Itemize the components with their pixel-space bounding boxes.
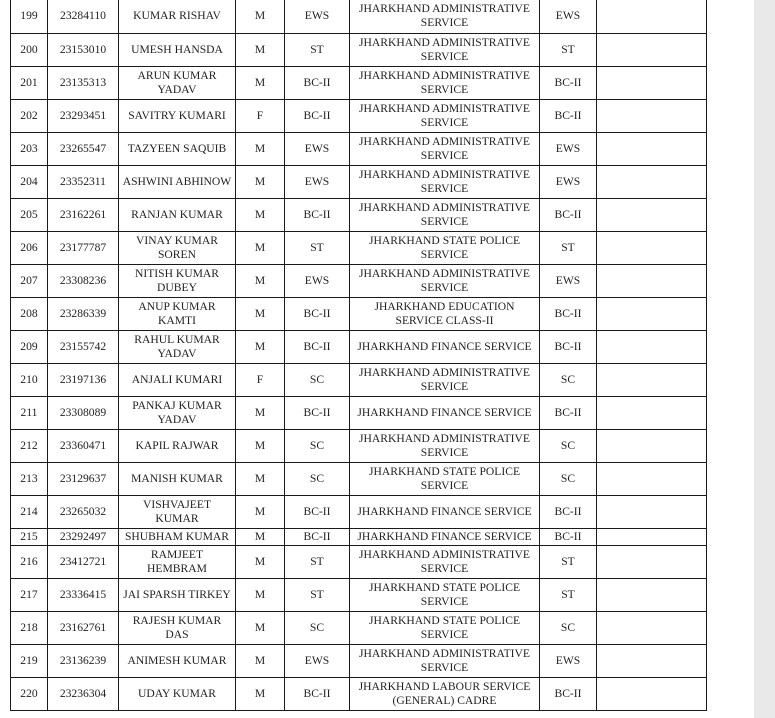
table-row [11, 232, 707, 265]
category-cell: BC-II [285, 67, 350, 100]
alloted-category-cell: EWS [540, 0, 597, 34]
remarks-cell [597, 34, 707, 67]
service-cell: JHARKHAND FINANCE SERVICE [350, 529, 540, 546]
table-body [11, 0, 707, 711]
candidate-name-cell: KAPIL RAJWAR [119, 430, 236, 463]
service-cell: JHARKHAND FINANCE SERVICE [350, 496, 540, 529]
remarks-cell [597, 0, 707, 34]
remarks-cell [597, 67, 707, 100]
sl-no-cell: 220 [11, 678, 48, 711]
candidate-name-cell: UDAY KUMAR [119, 678, 236, 711]
alloted-category-cell: ST [540, 34, 597, 67]
sl-no-cell: 203 [11, 133, 48, 166]
sl-no-cell: 219 [11, 645, 48, 678]
alloted-category-cell: BC-II [540, 331, 597, 364]
service-cell: JHARKHAND FINANCE SERVICE [350, 397, 540, 430]
sl-no-cell: 209 [11, 331, 48, 364]
sl-no-cell: 210 [11, 364, 48, 397]
remarks-cell [597, 612, 707, 645]
sl-no-cell: 215 [11, 529, 48, 546]
sl-no-cell: 199 [11, 0, 48, 34]
category-cell: BC-II [285, 529, 350, 546]
gender-cell: M [236, 34, 285, 67]
roll-no-cell: 23265032 [48, 496, 119, 529]
candidate-name-cell: ANJALI KUMARI [119, 364, 236, 397]
table-row [11, 67, 707, 100]
service-cell: JHARKHAND STATE POLICE SERVICE [350, 232, 540, 265]
alloted-category-cell: ST [540, 232, 597, 265]
gender-cell: M [236, 546, 285, 579]
gender-cell: M [236, 265, 285, 298]
sl-no-cell: 211 [11, 397, 48, 430]
sl-no-cell: 207 [11, 265, 48, 298]
candidate-name-cell: RANJAN KUMAR [119, 199, 236, 232]
category-cell: BC-II [285, 397, 350, 430]
remarks-cell [597, 496, 707, 529]
table-row [11, 298, 707, 331]
sl-no-cell: 202 [11, 100, 48, 133]
roll-no-cell: 23236304 [48, 678, 119, 711]
service-cell: JHARKHAND FINANCE SERVICE [350, 331, 540, 364]
roll-no-cell: 23129637 [48, 463, 119, 496]
roll-no-cell: 23292497 [48, 529, 119, 546]
alloted-category-cell: EWS [540, 133, 597, 166]
candidate-name-cell: RAJESH KUMAR DAS [119, 612, 236, 645]
gender-cell: M [236, 645, 285, 678]
candidate-name-cell: RAMJEET HEMBRAM [119, 546, 236, 579]
table-row [11, 331, 707, 364]
candidate-name-cell: ASHWINI ABHINOW [119, 166, 236, 199]
category-cell: ST [285, 546, 350, 579]
category-cell: ST [285, 232, 350, 265]
category-cell: SC [285, 612, 350, 645]
service-cell: JHARKHAND STATE POLICE SERVICE [350, 612, 540, 645]
alloted-category-cell: EWS [540, 265, 597, 298]
category-cell: BC-II [285, 298, 350, 331]
sl-no-cell: 213 [11, 463, 48, 496]
remarks-cell [597, 199, 707, 232]
category-cell: EWS [285, 166, 350, 199]
sl-no-cell: 218 [11, 612, 48, 645]
alloted-category-cell: EWS [540, 166, 597, 199]
candidate-name-cell: MANISH KUMAR [119, 463, 236, 496]
table-row [11, 364, 707, 397]
sl-no-cell: 204 [11, 166, 48, 199]
category-cell: ST [285, 34, 350, 67]
remarks-cell [597, 166, 707, 199]
service-cell: JHARKHAND ADMINISTRATIVE SERVICE [350, 34, 540, 67]
category-cell: BC-II [285, 496, 350, 529]
table-row [11, 430, 707, 463]
table-row [11, 612, 707, 645]
table-row [11, 34, 707, 67]
remarks-cell [597, 546, 707, 579]
remarks-cell [597, 579, 707, 612]
remarks-cell [597, 100, 707, 133]
service-cell: JHARKHAND ADMINISTRATIVE SERVICE [350, 645, 540, 678]
roll-no-cell: 23135313 [48, 67, 119, 100]
candidate-name-cell: VINAY KUMAR SOREN [119, 232, 236, 265]
remarks-cell [597, 529, 707, 546]
remarks-cell [597, 331, 707, 364]
remarks-cell [597, 133, 707, 166]
candidate-name-cell: ARUN KUMAR YADAV [119, 67, 236, 100]
service-cell: JHARKHAND ADMINISTRATIVE SERVICE [350, 100, 540, 133]
service-cell: JHARKHAND ADMINISTRATIVE SERVICE [350, 166, 540, 199]
candidate-name-cell: SAVITRY KUMARI [119, 100, 236, 133]
alloted-category-cell: SC [540, 430, 597, 463]
category-cell: BC-II [285, 678, 350, 711]
gender-cell: M [236, 232, 285, 265]
remarks-cell [597, 397, 707, 430]
gender-cell: M [236, 463, 285, 496]
roll-no-cell: 23265547 [48, 133, 119, 166]
table-row [11, 0, 707, 34]
roll-no-cell: 23308236 [48, 265, 119, 298]
service-cell: JHARKHAND ADMINISTRATIVE SERVICE [350, 0, 540, 34]
gender-cell: M [236, 199, 285, 232]
category-cell: ST [285, 579, 350, 612]
service-cell: JHARKHAND EDUCATION SERVICE CLASS-II [350, 298, 540, 331]
candidate-name-cell: RAHUL KUMAR YADAV [119, 331, 236, 364]
roll-no-cell: 23336415 [48, 579, 119, 612]
candidate-name-cell: VISHVAJEET KUMAR [119, 496, 236, 529]
roll-no-cell: 23155742 [48, 331, 119, 364]
roll-no-cell: 23352311 [48, 166, 119, 199]
alloted-category-cell: BC-II [540, 529, 597, 546]
alloted-category-cell: BC-II [540, 100, 597, 133]
table-row [11, 265, 707, 298]
sl-no-cell: 206 [11, 232, 48, 265]
candidate-name-cell: UMESH HANSDA [119, 34, 236, 67]
roll-no-cell: 23360471 [48, 430, 119, 463]
table-row [11, 463, 707, 496]
sl-no-cell: 201 [11, 67, 48, 100]
remarks-cell [597, 298, 707, 331]
service-cell: JHARKHAND STATE POLICE SERVICE [350, 463, 540, 496]
alloted-category-cell: BC-II [540, 298, 597, 331]
roll-no-cell: 23284110 [48, 0, 119, 34]
alloted-category-cell: SC [540, 612, 597, 645]
remarks-cell [597, 678, 707, 711]
candidate-name-cell: JAI SPARSH TIRKEY [119, 579, 236, 612]
roll-no-cell: 23136239 [48, 645, 119, 678]
gender-cell: M [236, 678, 285, 711]
gender-cell: M [236, 166, 285, 199]
roll-no-cell: 23293451 [48, 100, 119, 133]
table-row [11, 546, 707, 579]
gender-cell: F [236, 364, 285, 397]
roll-no-cell: 23162761 [48, 612, 119, 645]
service-cell: JHARKHAND LABOUR SERVICE (GENERAL) CADRE [350, 678, 540, 711]
candidate-name-cell: ANUP KUMAR KAMTI [119, 298, 236, 331]
gender-cell: M [236, 496, 285, 529]
service-cell: JHARKHAND ADMINISTRATIVE SERVICE [350, 265, 540, 298]
category-cell: SC [285, 463, 350, 496]
category-cell: BC-II [285, 199, 350, 232]
sl-no-cell: 200 [11, 34, 48, 67]
gender-cell: M [236, 430, 285, 463]
gender-cell: M [236, 298, 285, 331]
table-row [11, 397, 707, 430]
sl-no-cell: 217 [11, 579, 48, 612]
sl-no-cell: 214 [11, 496, 48, 529]
remarks-cell [597, 364, 707, 397]
candidate-name-cell: ANIMESH KUMAR [119, 645, 236, 678]
sl-no-cell: 208 [11, 298, 48, 331]
remarks-cell [597, 645, 707, 678]
alloted-category-cell: EWS [540, 645, 597, 678]
gender-cell: M [236, 67, 285, 100]
category-cell: EWS [285, 133, 350, 166]
remarks-cell [597, 265, 707, 298]
table-row [11, 199, 707, 232]
category-cell: BC-II [285, 100, 350, 133]
alloted-category-cell: BC-II [540, 199, 597, 232]
service-cell: JHARKHAND ADMINISTRATIVE SERVICE [350, 364, 540, 397]
category-cell: BC-II [285, 331, 350, 364]
table-row [11, 678, 707, 711]
alloted-category-cell: ST [540, 579, 597, 612]
gender-cell: M [236, 529, 285, 546]
sl-no-cell: 205 [11, 199, 48, 232]
gender-cell: M [236, 579, 285, 612]
result-table [10, 0, 707, 711]
alloted-category-cell: SC [540, 364, 597, 397]
remarks-cell [597, 430, 707, 463]
table-row [11, 645, 707, 678]
table-row [11, 100, 707, 133]
candidate-name-cell: KUMAR RISHAV [119, 0, 236, 34]
service-cell: JHARKHAND ADMINISTRATIVE SERVICE [350, 546, 540, 579]
roll-no-cell: 23197136 [48, 364, 119, 397]
category-cell: EWS [285, 265, 350, 298]
table-row [11, 579, 707, 612]
remarks-cell [597, 232, 707, 265]
table-row [11, 496, 707, 529]
gender-cell: M [236, 0, 285, 34]
sl-no-cell: 212 [11, 430, 48, 463]
alloted-category-cell: ST [540, 546, 597, 579]
service-cell: JHARKHAND ADMINISTRATIVE SERVICE [350, 133, 540, 166]
alloted-category-cell: BC-II [540, 496, 597, 529]
remarks-cell [597, 463, 707, 496]
gender-cell: F [236, 100, 285, 133]
category-cell: SC [285, 364, 350, 397]
alloted-category-cell: SC [540, 463, 597, 496]
roll-no-cell: 23286339 [48, 298, 119, 331]
roll-no-cell: 23412721 [48, 546, 119, 579]
alloted-category-cell: BC-II [540, 397, 597, 430]
service-cell: JHARKHAND STATE POLICE SERVICE [350, 579, 540, 612]
category-cell: EWS [285, 0, 350, 34]
roll-no-cell: 23153010 [48, 34, 119, 67]
service-cell: JHARKHAND ADMINISTRATIVE SERVICE [350, 67, 540, 100]
roll-no-cell: 23162261 [48, 199, 119, 232]
sl-no-cell: 216 [11, 546, 48, 579]
scrollbar-track[interactable] [754, 0, 775, 718]
candidate-name-cell: PANKAJ KUMAR YADAV [119, 397, 236, 430]
service-cell: JHARKHAND ADMINISTRATIVE SERVICE [350, 199, 540, 232]
category-cell: SC [285, 430, 350, 463]
service-cell: JHARKHAND ADMINISTRATIVE SERVICE [350, 430, 540, 463]
table-row [11, 133, 707, 166]
roll-no-cell: 23177787 [48, 232, 119, 265]
gender-cell: M [236, 612, 285, 645]
gender-cell: M [236, 331, 285, 364]
category-cell: EWS [285, 645, 350, 678]
candidate-name-cell: TAZYEEN SAQUIB [119, 133, 236, 166]
candidate-name-cell: NITISH KUMAR DUBEY [119, 265, 236, 298]
alloted-category-cell: BC-II [540, 67, 597, 100]
candidate-name-cell: SHUBHAM KUMAR [119, 529, 236, 546]
table-row [11, 166, 707, 199]
table-row [11, 529, 707, 546]
alloted-category-cell: BC-II [540, 678, 597, 711]
gender-cell: M [236, 397, 285, 430]
roll-no-cell: 23308089 [48, 397, 119, 430]
gender-cell: M [236, 133, 285, 166]
